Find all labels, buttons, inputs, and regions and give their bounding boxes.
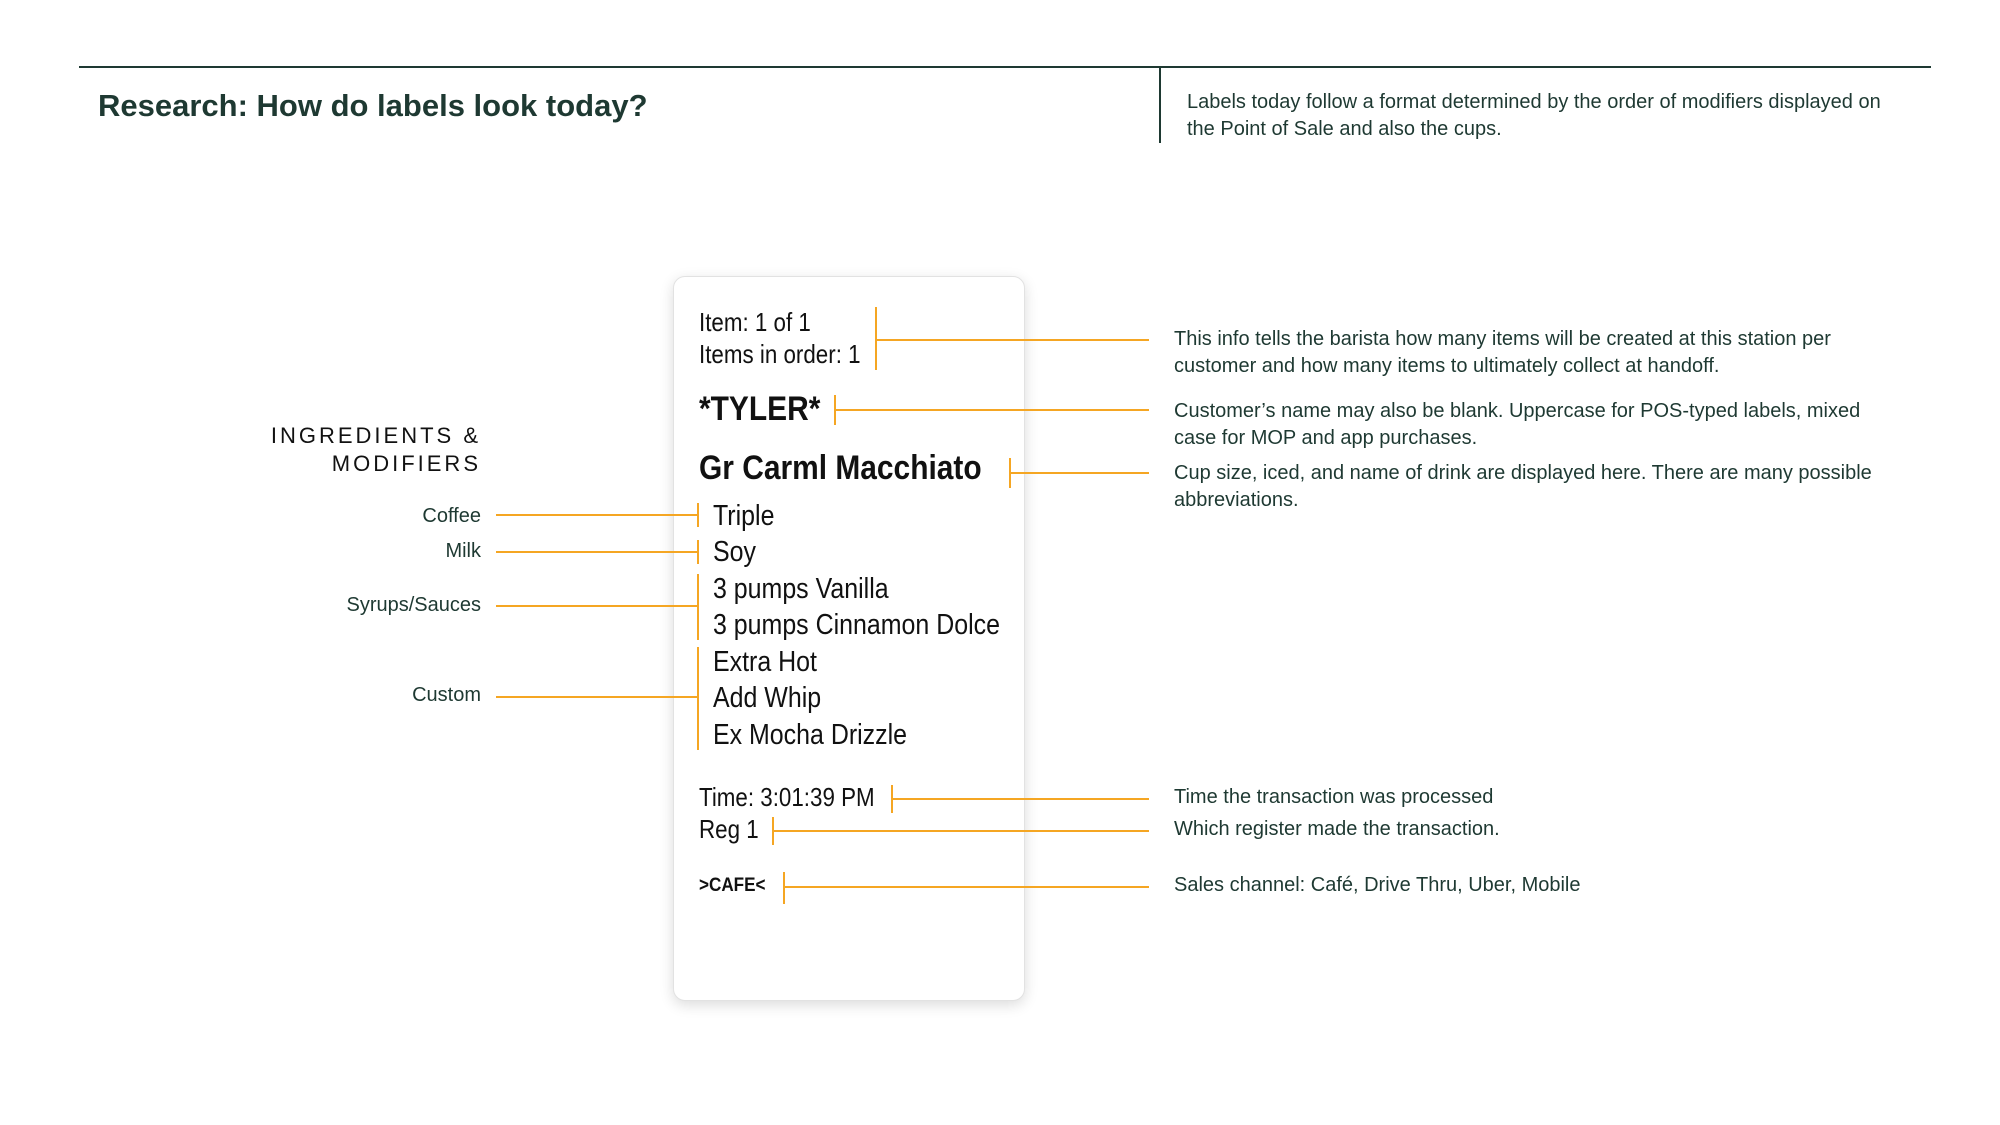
category-custom: Custom	[412, 684, 481, 706]
category-milk: Milk	[445, 540, 481, 562]
annotation-drink-name: Cup size, iced, and name of drink are displayed here. There are many possible abbreviations.	[1174, 462, 1872, 511]
annotation-sales-channel: Sales channel: Café, Drive Thru, Uber, Mobile	[1174, 874, 1581, 896]
ingredients-heading-line2: MODIFIERS	[331, 451, 481, 476]
label-modifier: 3 pumps Cinnamon Dolce	[713, 609, 1000, 641]
annotation-customer-name: Customer’s name may also be blank. Uppercase for POS-typed labels, mixed case for MOP and app purchases.	[1174, 400, 1861, 449]
category-coffee: Coffee	[422, 505, 481, 527]
ingredients-heading-line1: INGREDIENTS &	[270, 423, 481, 448]
label-modifier: Add Whip	[713, 682, 822, 714]
label-drink-name: Gr Carml Macchiato	[699, 449, 982, 487]
label-modifier: 3 pumps Vanilla	[713, 573, 889, 605]
annotation-item-count: This info tells the barista how many items will be created at this station per customer and how many items to ultimately collect at handoff.	[1174, 328, 1831, 377]
label-sales-channel: >CAFE<	[699, 875, 766, 896]
label-register: Reg 1	[699, 814, 759, 844]
label-time: Time: 3:01:39 PM	[699, 782, 875, 812]
label-modifier: Ex Mocha Drizzle	[713, 719, 908, 751]
label-item-count: Item: 1 of 1	[699, 307, 811, 337]
page-title: Research: How do labels look today?	[98, 88, 648, 123]
annotation-register: Which register made the transaction.	[1174, 818, 1500, 840]
label-modifier: Soy	[713, 536, 756, 568]
label-modifier: Triple	[713, 500, 775, 532]
label-items-in-order: Items in order: 1	[699, 339, 861, 369]
category-syrups-sauces: Syrups/Sauces	[346, 594, 481, 616]
label-customer-name: *TYLER*	[699, 390, 821, 428]
page-description: Labels today follow a format determined by the order of modifiers displayed on the Point of Sale and also the cups.	[1187, 91, 1881, 140]
annotation-time: Time the transaction was processed	[1174, 786, 1494, 808]
label-modifier: Extra Hot	[713, 646, 817, 678]
